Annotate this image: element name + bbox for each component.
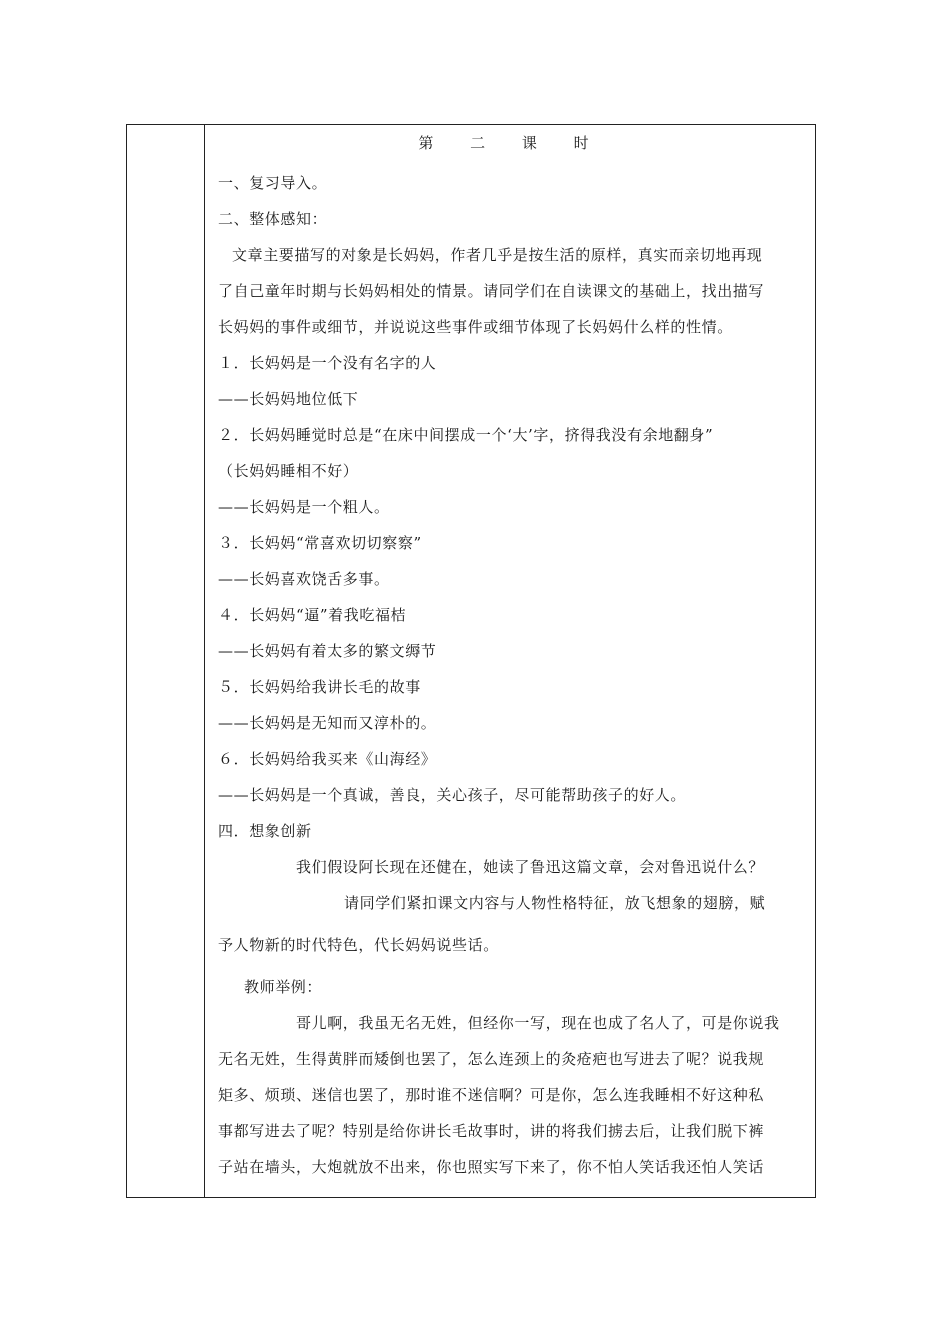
example-line: 事都写进去了呢？特别是给你讲长毛故事时，讲的将我们掳去后，让我们脱下裤 (218, 1122, 765, 1140)
list-conclusion: ——长妈妈有着太多的繁文缛节 (218, 642, 437, 660)
lesson-title: 第 二 课 时 (418, 134, 605, 152)
list-item: ２．长妈妈睡觉时总是“在床中间摆成一个‘大’字，挤得我没有余地翻身” (218, 426, 714, 444)
paragraph-line: 文章主要描写的对象是长妈妈，作者几乎是按生活的原样，真实而亲切地再现 (232, 246, 763, 264)
example-line: 无名无姓，生得黄胖而矮倒也罢了，怎么连颈上的灸疮疤也写进去了呢？说我规 (218, 1050, 765, 1068)
list-item: １．长妈妈是一个没有名字的人 (218, 354, 437, 372)
list-conclusion: ——长妈喜欢饶舌多事。 (218, 570, 390, 588)
table-content-cell (206, 125, 815, 1197)
paragraph-line: 了自己童年时期与长妈妈相处的情景。请同学们在自读课文的基础上，找出描写 (218, 282, 765, 300)
list-conclusion: ——长妈妈地位低下 (218, 390, 359, 408)
table-left-column (127, 125, 205, 1197)
list-conclusion: ——长妈妈是无知而又淳朴的。 (218, 714, 437, 732)
list-note: （长妈妈睡相不好） (218, 462, 359, 480)
example-line: 子站在墙头，大炮就放不出来，你也照实写下来了，你不怕人笑话我还怕人笑话 (218, 1158, 765, 1176)
example-line: 哥儿啊，我虽无名无姓，但经你一写，现在也成了名人了，可是你说我 (296, 1014, 780, 1032)
list-conclusion: ——长妈妈是一个粗人。 (218, 498, 390, 516)
section-imagination: 四．想象创新 (218, 822, 312, 840)
paragraph-line: 长妈妈的事件或细节，并说说这些事件或细节体现了长妈妈什么样的性情。 (218, 318, 733, 336)
list-item: ６．长妈妈给我买来《山海经》 (218, 750, 437, 768)
list-item: ４．长妈妈“逼”着我吃福桔 (218, 606, 407, 624)
section-overview: 二、整体感知： (218, 210, 328, 228)
paragraph-line: 请同学们紧扣课文内容与人物性格特征，放飞想象的翅膀，赋 (344, 894, 766, 912)
example-line: 矩多、烦琐、迷信也罢了，那时谁不迷信啊？可是你，怎么连我睡相不好这种私 (218, 1086, 765, 1104)
list-item: ３．长妈妈“常喜欢切切察察” (218, 534, 422, 552)
teacher-example-label: 教师举例： (244, 978, 323, 996)
list-conclusion: ——长妈妈是一个真诚，善良，关心孩子，尽可能帮助孩子的好人。 (218, 786, 687, 804)
lesson-table (126, 124, 816, 1198)
paragraph-line: 予人物新的时代特色，代长妈妈说些话。 (218, 936, 499, 954)
section-review: 一、复习导入。 (218, 174, 328, 192)
paragraph-line: 我们假设阿长现在还健在，她读了鲁迅这篇文章，会对鲁迅说什么？ (296, 858, 765, 876)
list-item: ５．长妈妈给我讲长毛的故事 (218, 678, 421, 696)
